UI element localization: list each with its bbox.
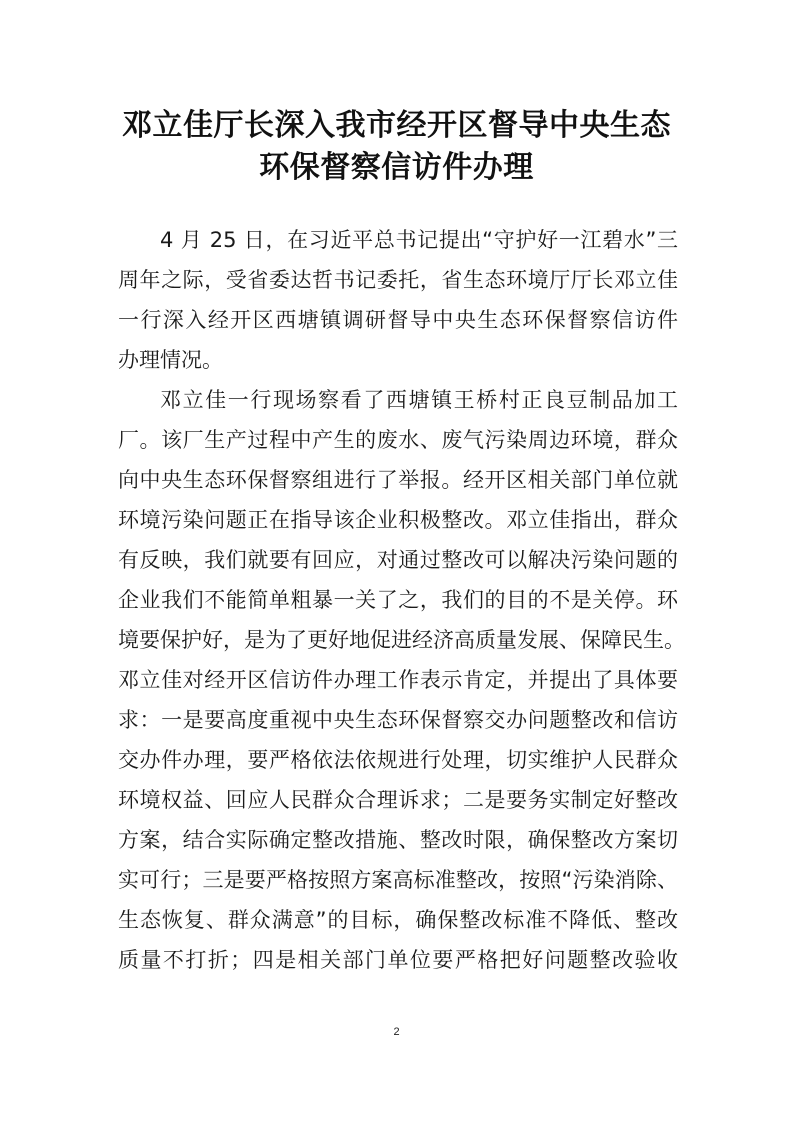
paragraph-2-line-12: 方案，结合实际确定整改措施、整改时限，确保整改方案切: [118, 828, 678, 852]
paragraph-1-line-4: 办理情况。: [118, 348, 223, 372]
paragraph-2-line-13: 实可行；三是要严格按照方案高标准整改，按照“污染消除、: [118, 868, 678, 892]
paragraph-1-line-3: 一行深入经开区西塘镇调研督导中央生态环保督察信访件: [118, 308, 678, 332]
paragraph-2-line-5: 有反映，我们就要有回应，对通过整改可以解决污染问题的: [118, 548, 678, 572]
paragraph-2-line-11: 环境权益、回应人民群众合理诉求；二是要务实制定好整改: [118, 788, 678, 812]
paragraph-2-line-1: 邓立佳一行现场察看了西塘镇王桥村正良豆制品加工: [160, 388, 678, 412]
paragraph-2-line-10: 交办件办理，要严格依法依规进行处理，切实维护人民群众: [118, 748, 678, 772]
paragraph-2-line-4: 环境污染问题正在指导该企业积极整改。邓立佳指出，群众: [118, 508, 678, 532]
document-title-line-1: 邓立佳厅长深入我市经开区督导中央生态: [122, 108, 671, 143]
page-number: 2: [393, 1026, 400, 1038]
paragraph-2-line-8: 邓立佳对经开区信访件办理工作表示肯定，并提出了具体要: [118, 668, 678, 692]
document-title-line-2: 环保督察信访件办理: [259, 150, 534, 185]
paragraph-2-line-2: 厂。该厂生产过程中产生的废水、废气污染周边环境，群众: [118, 428, 678, 452]
paragraph-2-line-7: 境要保护好，是为了更好地促进经济高质量发展、保障民生。: [118, 628, 685, 652]
paragraph-2-line-9: 求：一是要高度重视中央生态环保督察交办问题整改和信访: [118, 708, 678, 732]
paragraph-2-line-14: 生态恢复、群众满意”的目标，确保整改标准不降低、整改: [118, 908, 678, 932]
paragraph-2-line-15: 质量不打折；四是相关部门单位要严格把好问题整改验收: [118, 948, 678, 972]
paragraph-1-line-2: 周年之际，受省委达哲书记委托，省生态环境厅厅长邓立佳: [118, 268, 678, 292]
paragraph-2-line-6: 企业我们不能简单粗暴一关了之，我们的目的不是关停。环: [118, 588, 678, 612]
paragraph-2-line-3: 向中央生态环保督察组进行了举报。经开区相关部门单位就: [118, 468, 678, 492]
paragraph-1-line-1: 4 月 25 日，在习近平总书记提出“守护好一江碧水”三: [160, 228, 678, 252]
